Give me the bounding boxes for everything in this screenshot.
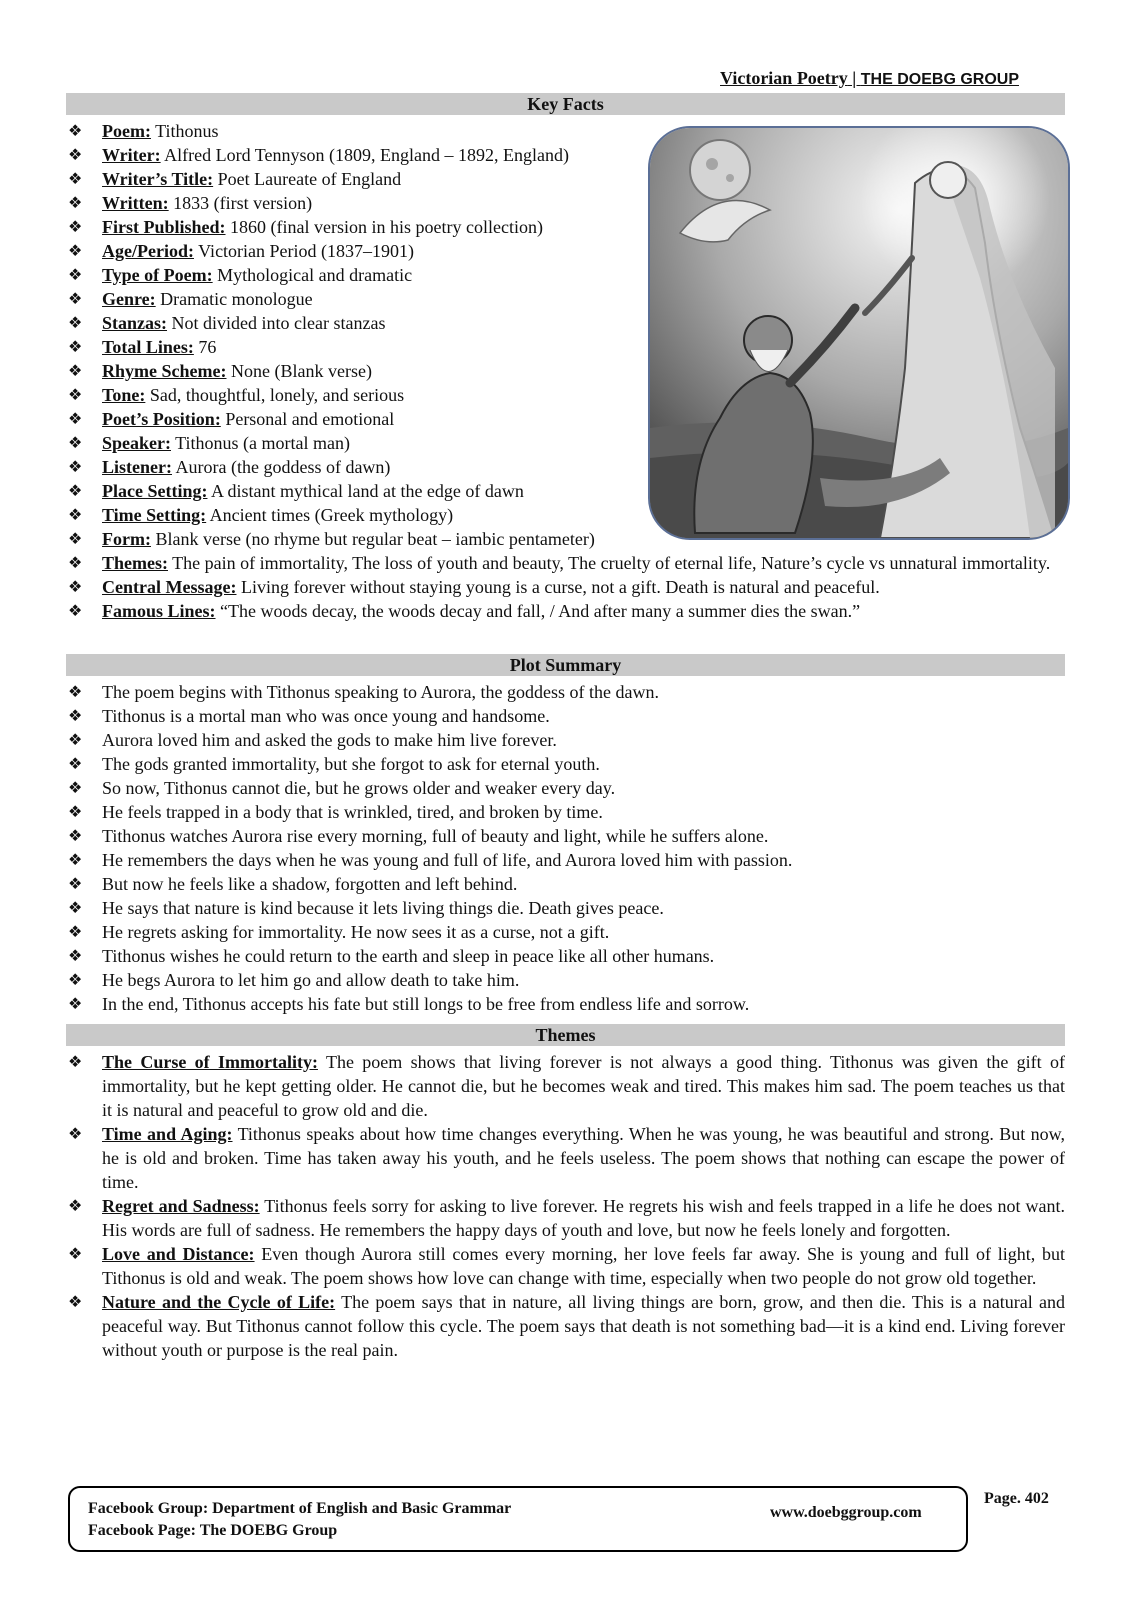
fact-value: Alfred Lord Tennyson (1809, England – 1892, England) bbox=[160, 145, 569, 165]
key-facts-list bbox=[66, 119, 1065, 623]
fact-item bbox=[66, 263, 1065, 287]
fact-item bbox=[66, 479, 1065, 503]
fact-label: Time Setting: bbox=[102, 505, 207, 525]
themes-list bbox=[66, 1050, 1065, 1362]
plot-item: ❖ Tithonus wishes he could return to the earth and sleep in peace like all other humans. bbox=[66, 944, 1065, 968]
theme-item bbox=[66, 1050, 1065, 1122]
fact-label: Writer: bbox=[102, 145, 161, 165]
fact-item bbox=[66, 407, 1065, 431]
theme-text: Even though Aurora still comes every morning, her love feels far away. She is young and full of light, but Tithonus is old and weak. The poem shows how love can change with time, especially when two people do not grow old together. bbox=[102, 1244, 1065, 1288]
themes-heading: Themes bbox=[66, 1024, 1065, 1046]
fact-item bbox=[66, 503, 1065, 527]
fact-item bbox=[66, 335, 1065, 359]
fact-value: Victorian Period (1837–1901) bbox=[193, 241, 415, 261]
plot-item: ❖ He says that nature is kind because it lets living things die. Death gives peace. bbox=[66, 896, 1065, 920]
theme-text: Tithonus speaks about how time changes everything. When he was young, he was beautiful and strong. But now, he is old and broken. Time has taken away his youth, and he feels useless. The poem shows that nothing can escape the power of time. bbox=[102, 1124, 1065, 1192]
theme-item bbox=[66, 1194, 1065, 1242]
theme-label: Regret and Sadness: bbox=[102, 1196, 260, 1216]
fact-label: Famous Lines: bbox=[102, 601, 216, 621]
fact-value: Tithonus (a mortal man) bbox=[171, 433, 350, 453]
footer-box bbox=[68, 1486, 968, 1552]
fact-value: The pain of immortality, The loss of youth and beauty, The cruelty of eternal life, Nature’s cycle vs unnatural immortality. bbox=[168, 553, 1051, 573]
fact-value: Mythological and dramatic bbox=[212, 265, 413, 285]
fact-label: Rhyme Scheme: bbox=[102, 361, 227, 381]
fact-label: Form: bbox=[102, 529, 151, 549]
fact-item bbox=[66, 215, 1065, 239]
theme-item bbox=[66, 1242, 1065, 1290]
theme-item bbox=[66, 1290, 1065, 1362]
fact-value: Poet Laureate of England bbox=[213, 169, 402, 189]
fact-value: 1833 (first version) bbox=[168, 193, 313, 213]
fact-label: Poem: bbox=[102, 121, 151, 141]
plot-item: ❖ He begs Aurora to let him go and allow death to take him. bbox=[66, 968, 1065, 992]
fact-label: Listener: bbox=[102, 457, 172, 477]
fact-label: Stanzas: bbox=[102, 313, 168, 333]
theme-label: The Curse of Immortality: bbox=[102, 1052, 318, 1072]
fact-label: First Published: bbox=[102, 217, 226, 237]
theme-label: Time and Aging: bbox=[102, 1124, 233, 1144]
fact-item bbox=[66, 359, 1065, 383]
fact-label: Poet’s Position: bbox=[102, 409, 221, 429]
website-link[interactable]: www.doebggroup.com bbox=[770, 1504, 922, 1521]
page-number: Page. 402 bbox=[984, 1490, 1049, 1507]
fact-label: Tone: bbox=[102, 385, 146, 405]
fact-value: 1860 (final version in his poetry collection) bbox=[225, 217, 543, 237]
fact-item bbox=[66, 575, 1065, 599]
fact-item bbox=[66, 431, 1065, 455]
plot-summary-list bbox=[66, 680, 1065, 1016]
theme-text: The poem shows that living forever is not always a good thing. Tithonus was given the gift of immortality, but he kept getting older. He cannot die, but he becomes weak and tired. This makes him sad. The poem teaches us that it is natural and peaceful to grow old and die. bbox=[102, 1052, 1065, 1120]
header-group: THE DOEBG GROUP bbox=[860, 71, 1019, 88]
header-course: Victorian Poetry bbox=[720, 68, 848, 88]
fact-item bbox=[66, 287, 1065, 311]
fact-label: Written: bbox=[102, 193, 169, 213]
page-header bbox=[720, 68, 1065, 92]
fact-value: A distant mythical land at the edge of dawn bbox=[207, 481, 524, 501]
fact-item bbox=[66, 167, 1065, 191]
plot-item: ❖ The gods granted immortality, but she forgot to ask for eternal youth. bbox=[66, 752, 1065, 776]
fact-item bbox=[66, 383, 1065, 407]
fact-item bbox=[66, 551, 1065, 575]
fact-item bbox=[66, 455, 1065, 479]
fact-value: “The woods decay, the woods decay and fall, / And after many a summer dies the swan.” bbox=[215, 601, 861, 621]
fact-value: Tithonus bbox=[150, 121, 219, 141]
header-separator: | bbox=[847, 68, 861, 88]
fact-value: Dramatic monologue bbox=[155, 289, 313, 309]
fact-label: Total Lines: bbox=[102, 337, 194, 357]
plot-item: ❖ He regrets asking for immortality. He now sees it as a curse, not a gift. bbox=[66, 920, 1065, 944]
fact-item bbox=[66, 599, 1065, 623]
theme-text: Tithonus feels sorry for asking to live forever. He regrets his wish and feels trapped in a life he does not want. His words are full of sadness. He remembers the happy days of youth and love, but now he feels lonely and forgotten. bbox=[102, 1196, 1065, 1240]
facebook-page-link[interactable]: Facebook Page: The DOEBG Group bbox=[88, 1522, 338, 1539]
plot-item: ❖ Aurora loved him and asked the gods to make him live forever. bbox=[66, 728, 1065, 752]
fact-value: Personal and emotional bbox=[220, 409, 395, 429]
fact-item bbox=[66, 239, 1065, 263]
fact-value: Sad, thoughtful, lonely, and serious bbox=[145, 385, 405, 405]
fact-label: Central Message: bbox=[102, 577, 237, 597]
fact-label: Speaker: bbox=[102, 433, 171, 453]
fact-label: Genre: bbox=[102, 289, 156, 309]
theme-label: Nature and the Cycle of Life: bbox=[102, 1292, 336, 1312]
plot-item: ❖ Tithonus is a mortal man who was once young and handsome. bbox=[66, 704, 1065, 728]
plot-item: ❖ Tithonus watches Aurora rise every morning, full of beauty and light, while he suffers alone. bbox=[66, 824, 1065, 848]
fact-value: Not divided into clear stanzas bbox=[167, 313, 386, 333]
theme-item bbox=[66, 1122, 1065, 1194]
key-facts-heading: Key Facts bbox=[66, 93, 1065, 115]
fact-item bbox=[66, 143, 1065, 167]
theme-text: The poem says that in nature, all living things are born, grow, and then die. This is a natural and peaceful way. But Tithonus cannot follow this cycle. The poem says that death is not something bad—it is a kind end. Living forever without youth or purpose is the real pain. bbox=[102, 1292, 1065, 1360]
plot-item: ❖ So now, Tithonus cannot die, but he grows older and weaker every day. bbox=[66, 776, 1065, 800]
fact-item bbox=[66, 527, 1065, 551]
plot-item: ❖ In the end, Tithonus accepts his fate but still longs to be free from endless life and sorrow. bbox=[66, 992, 1065, 1016]
fact-item bbox=[66, 119, 1065, 143]
fact-label: Age/Period: bbox=[102, 241, 194, 261]
fact-item bbox=[66, 311, 1065, 335]
fact-value: Aurora (the goddess of dawn) bbox=[171, 457, 391, 477]
fact-label: Themes: bbox=[102, 553, 168, 573]
facebook-group-link[interactable]: Facebook Group: Department of English and Basic Grammar bbox=[88, 1500, 512, 1517]
plot-summary-heading: Plot Summary bbox=[66, 654, 1065, 676]
fact-label: Type of Poem: bbox=[102, 265, 213, 285]
fact-value: Living forever without staying young is a curse, not a gift. Death is natural and peaceful. bbox=[236, 577, 880, 597]
plot-item: ❖ He remembers the days when he was young and full of life, and Aurora loved him with passion. bbox=[66, 848, 1065, 872]
plot-item: ❖ But now he feels like a shadow, forgotten and left behind. bbox=[66, 872, 1065, 896]
fact-value: Blank verse (no rhyme but regular beat – iambic pentameter) bbox=[150, 529, 595, 549]
fact-value: Ancient times (Greek mythology) bbox=[206, 505, 454, 525]
fact-item bbox=[66, 191, 1065, 215]
plot-item: ❖ The poem begins with Tithonus speaking to Aurora, the goddess of the dawn. bbox=[66, 680, 1065, 704]
plot-item: ❖ He feels trapped in a body that is wrinkled, tired, and broken by time. bbox=[66, 800, 1065, 824]
fact-label: Writer’s Title: bbox=[102, 169, 214, 189]
fact-value: None (Blank verse) bbox=[226, 361, 372, 381]
theme-label: Love and Distance: bbox=[102, 1244, 255, 1264]
fact-label: Place Setting: bbox=[102, 481, 208, 501]
fact-value: 76 bbox=[193, 337, 217, 357]
